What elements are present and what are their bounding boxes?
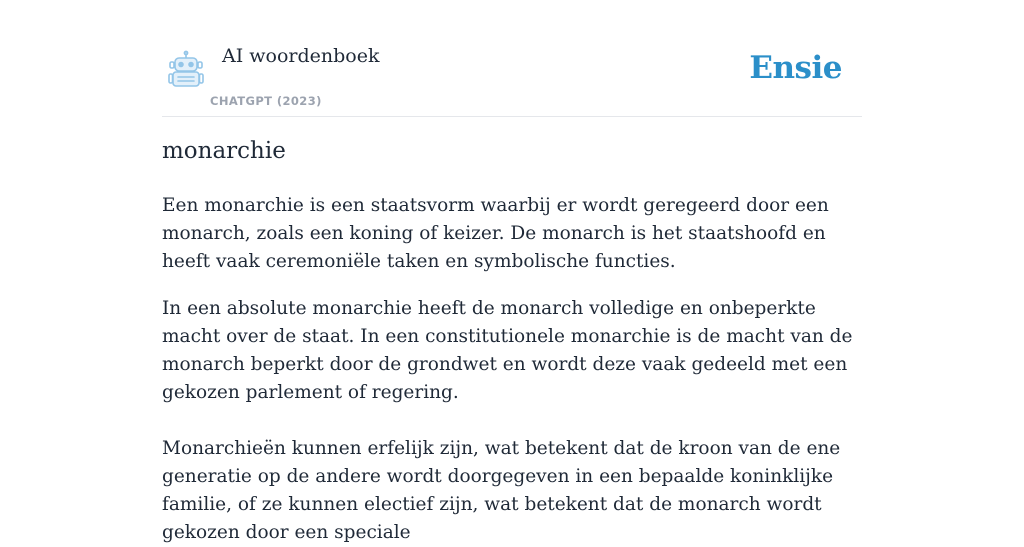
entry-paragraph: Monarchieën kunnen erfelijk zijn, wat betekent dat de kroon van de ene generatie op de andere wordt doorgegeven in een bepaalde koninklijke familie, of ze kunnen electief zijn, wat betekent dat de monarch wordt gekozen door een speciale: [162, 438, 841, 543]
site-header: [162, 0, 862, 117]
entry-paragraph: Een monarchie is een staatsvorm waarbij er wordt geregeerd door een monarch, zoals een koning of keizer. De monarch is het staatshoofd en heeft vaak ceremoniële taken en symbolische functies.: [162, 195, 829, 272]
entry-word: monarchie: [162, 138, 286, 164]
site-title[interactable]: AI woordenboek: [222, 45, 380, 67]
robot-icon: [166, 50, 206, 90]
site-subtitle: CHATGPT (2023): [210, 94, 322, 108]
ensie-logo[interactable]: Ensie: [749, 50, 842, 86]
entry-paragraph: In een absolute monarchie heeft de monarch volledige en onbeperkte macht over de staat. In een constitutionele monarchie is de macht van de monarch beperkt door de grondwet en wordt deze vaak gedeeld met een gekozen parlement of regering.: [162, 298, 853, 403]
